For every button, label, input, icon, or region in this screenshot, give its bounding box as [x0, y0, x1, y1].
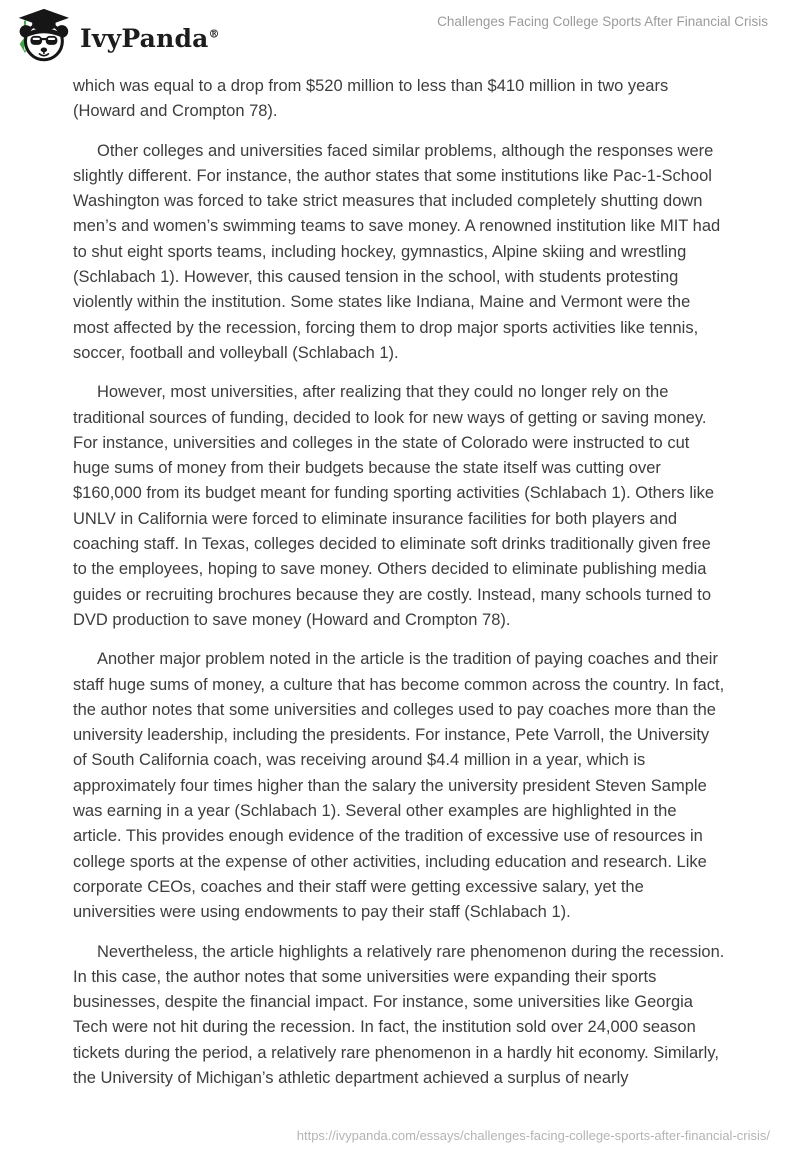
registered-trademark-symbol: ®: [208, 27, 220, 41]
essay-paragraph: which was equal to a drop from $520 million to less than $410 million in two years (Howard and Crompton 78).: [73, 77, 669, 121]
source-url-link[interactable]: https://ivypanda.com/essays/challenges-facing-college-sports-after-financial-crisis/: [296, 1128, 770, 1143]
essay-content: [73, 74, 725, 1105]
brand-text: IvyPanda: [80, 23, 209, 53]
essay-paragraph: Other colleges and universities faced similar problems, although the responses were slightly different. For instance, the author states that some institutions like Pac-1-School Washington was forced to take strict measures that included completely shutting down men’s and women’s swimming teams to save money. A renowned institution like MIT had to shut eight sports teams, including hockey, gymnastics, Alpine skiing and wrestling (Schlabach 1). However, this caused tension in the school, with students protesting violently within the institution. Some states like Indiana, Maine and Vermont were the most affected by the recession, forcing them to drop major sports activities like tennis, soccer, football and volleyball (Schlabach 1).: [73, 141, 721, 362]
brand-name: [80, 23, 220, 53]
essay-paragraph: Nevertheless, the article highlights a relatively rare phenomenon during the recession. In this case, the author notes that some universities were expanding their sports businesses, despite the financial impact. For instance, some universities like Georgia Tech were not hit during the recession. In fact, the institution sold over 24,000 season tickets during the period, a relatively rare phenomenon in a hardly hit economy. Similarly, the University of Michigan’s athletic department achieved a surplus of nearly: [73, 942, 725, 1087]
panda-graduation-cap-icon: [14, 8, 72, 62]
page-header: [0, 0, 800, 66]
essay-paragraph: However, most universities, after realizing that they could no longer rely on the traditional sources of funding, decided to look for new ways of getting or saving money. For instance, universities and colleges in the state of Colorado were instructed to cut huge sums of money from their budgets because the state itself was cutting over $160,000 from its budget meant for funding sporting activities (Schlabach 1). Others like UNLV in California were forced to eliminate insurance facilities for both players and coaching staff. In Texas, colleges decided to eliminate soft drinks traditionally given free to the employees, hoping to save money. Others decided to eliminate publishing media guides or recruiting brochures because they are costly. Instead, many schools turned to DVD production to save money (Howard and Crompton 78).: [73, 383, 715, 629]
ivypanda-logo: [14, 8, 220, 62]
essay-paragraph: Another major problem noted in the article is the tradition of paying coaches and their staff huge sums of money, a culture that has become common across the country. In fact, the author notes that some universities and colleges used to pay coaches more than the university leadership, including the presidents. For instance, Pete Varroll, the University of South California coach, was receiving around $4.4 million in a year, which is approximately four times higher than the salary the university president Steven Sample was earning in a year (Schlabach 1). Several other examples are highlighted in the article. This provides enough evidence of the tradition of excessive use of resources in college sports at the expense of other activities, including education and research. Like corporate CEOs, coaches and their staff were getting excessive salary, yet the universities were using endowments to pay their staff (Schlabach 1).: [73, 650, 725, 922]
document-title: Challenges Facing College Sports After Financial Crisis: [437, 14, 768, 29]
